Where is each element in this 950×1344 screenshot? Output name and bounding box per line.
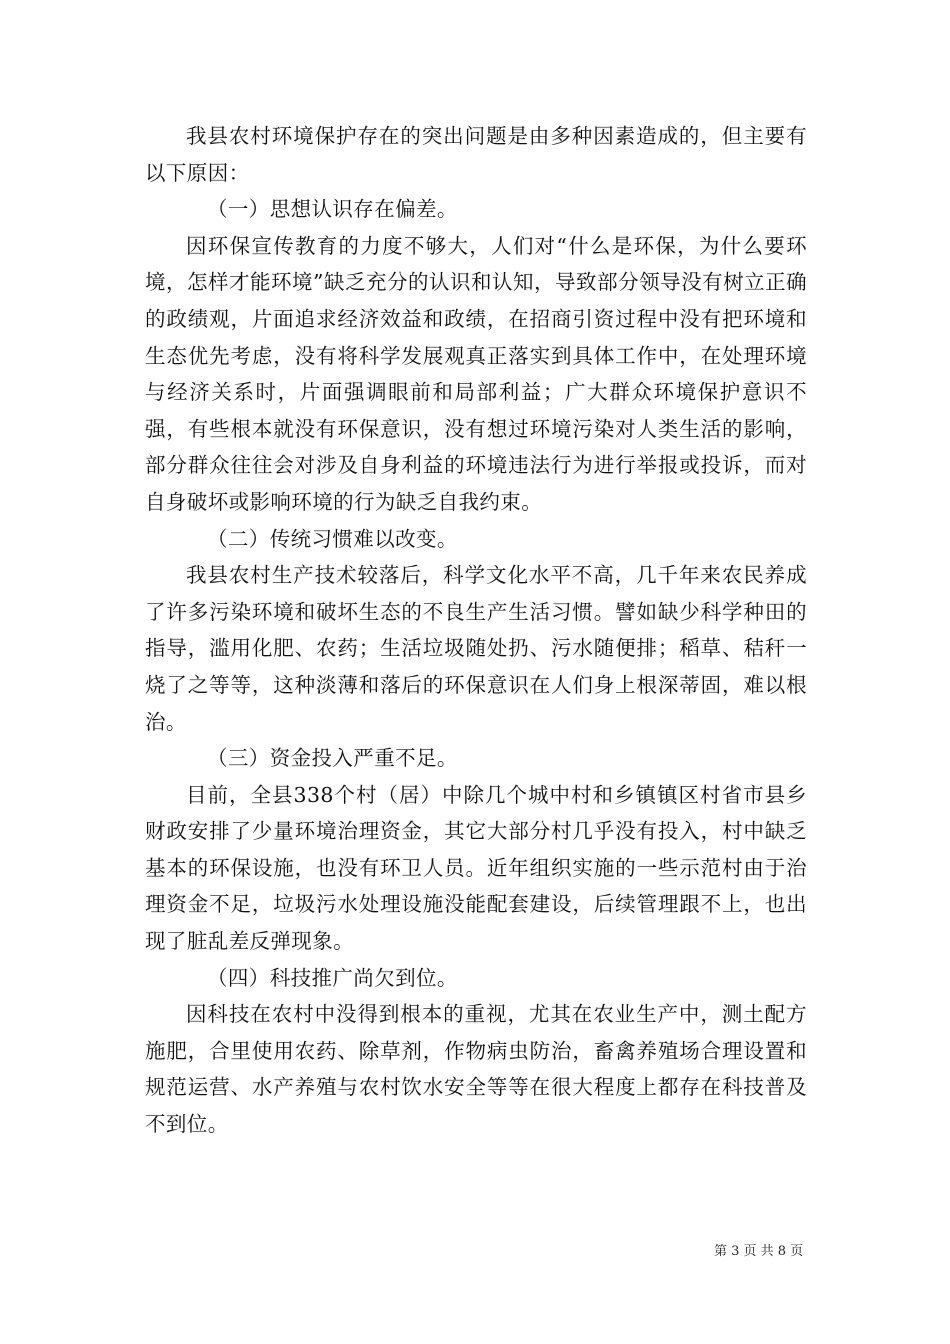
section-heading-3: （三）资金投入严重不足。 [207, 746, 458, 771]
paragraph-section-3: 目前，全县338个村（居）中除几个城中村和乡镇镇区村省市县乡财政安排了少量环境治理资金，其它大部分村几乎没有投入，村中缺乏基本的环保设施，也没有环卫人员。近年组织实施的一些示范村由于治理资金不足，垃圾污水处理设施没能配套建设，后续管理跟不上，也出现了脏乱差反弹现象。 [145, 782, 807, 954]
section-heading-2: （二）传统习惯难以改变。 [207, 526, 458, 551]
paragraph-section-4: 因科技在农村中没得到根本的重视，尤其在农业生产中，测土配方施肥，合里使用农药、除草剂，作物病虫防治，畜禽养殖场合理设置和规范运营、水产养殖与农村饮水安全等等在很大程度上都存在科技普及不到位。 [145, 1002, 807, 1137]
paragraph-section-2: 我县农村生产技术较落后，科学文化水平不高，几千年来农民养成了许多污染环境和破坏生态的不良生产生活习惯。譬如缺少科学种田的指导，滥用化肥、农药；生活垃圾随处扔、污水随便排；稻草、秸秆一烧了之等等，这种淡薄和落后的环保意识在人们身上根深蒂固，难以根治。 [145, 563, 807, 734]
section-heading-4: （四）科技推广尚欠到位。 [207, 965, 458, 990]
document-body [145, 118, 807, 1143]
paragraph-section-1: 因环保宣传教育的力度不够大，人们对“什么是环保，为什么要环境，怎样才能环境”缺乏充分的认识和认知，导致部分领导没有树立正确的政绩观，片面追求经济效益和政绩，在招商引资过程中没有把环境和生态优先考虑，没有将科学发展观真正落实到具体工作中，在处理环境与经济关系时，片面强调眼前和局部利益；广大群众环境保护意识不强，有些根本就没有环保意识，没有想过环境污染对人类生活的影响，部分群众往往会对涉及自身利益的环境违法行为进行举报或投诉，而对自身破坏或影响环境的行为缺乏自我约束。 [145, 233, 807, 514]
section-heading-1: （一）思想认识存在偏差。 [207, 197, 458, 222]
page-number: 第 3 页 共 8 页 [714, 1244, 804, 1259]
paragraph-intro: 我县农村环境保护存在的突出问题是由多种因素造成的，但主要有以下原因： [145, 124, 807, 185]
